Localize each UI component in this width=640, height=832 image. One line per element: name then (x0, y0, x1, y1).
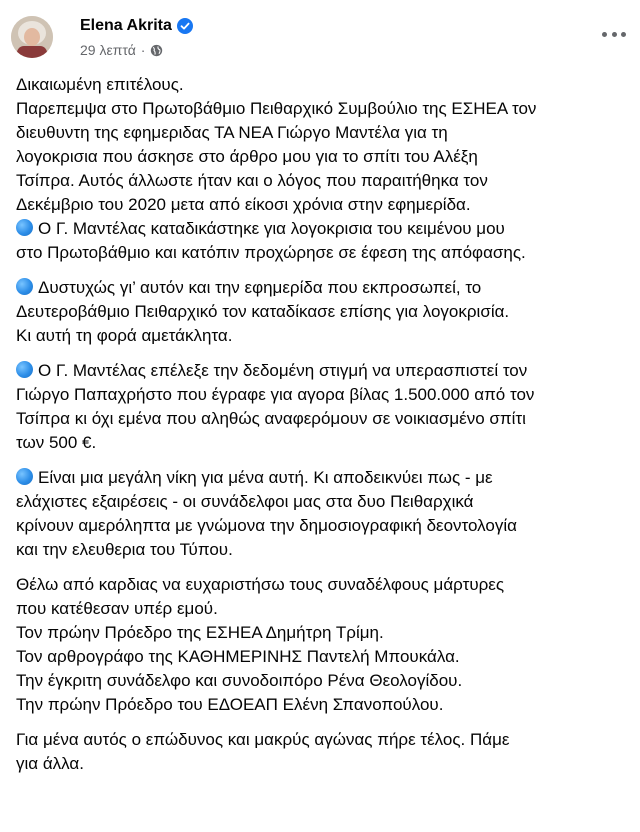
text-line: Δευτεροβάθμιο Πειθαρχικό τον καταδίκασε επίσης για λογοκρισία. (16, 302, 510, 321)
text-line: των 500 €. (16, 433, 97, 452)
paragraph-6 (16, 728, 630, 776)
text-line: λογοκρισια που άσκησε στο άρθρο μου για το σπίτι του Αλέξη (16, 147, 478, 166)
text-line: Την έγκριτη συνάδελφο και συνοδοιπόρο Ρένα Θεολογίδου. (16, 671, 463, 690)
more-options-icon[interactable] (602, 27, 626, 41)
text-line: ελάχιστες εξαιρέσεις - οι συνάδελφοι μας στα δυο Πειθαρχικά (16, 492, 474, 511)
paragraph-5 (16, 573, 630, 717)
text-line: Γιώργο Παπαχρήστο που έγραφε για αγορα βίλας 1.500.000 από τον (16, 385, 535, 404)
text-line: κρίνουν αμερόληπτα με γνώμονα την δημοσιογραφική δεοντολογία (16, 516, 517, 535)
author-name[interactable]: Elena Akrita (80, 17, 172, 34)
bullet-line (16, 217, 630, 241)
text-line: Την πρώην Πρόεδρο του ΕΔΟΕΑΠ Ελένη Σπανοπούλου. (16, 695, 444, 714)
bullet-line (16, 466, 630, 490)
verified-badge-icon (177, 18, 193, 34)
avatar-image (11, 16, 53, 58)
post-header (0, 0, 640, 70)
text-line: Για μένα αυτός ο επώδυνος και μακρύς αγώνας πήρε τέλος. Πάμε (16, 730, 510, 749)
text-line: για άλλα. (16, 754, 84, 773)
text-line: διευθυντη της εφημεριδας ΤΑ ΝΕΑ Γιώργο Μαντέλα για τη (16, 123, 448, 142)
avatar[interactable] (11, 16, 53, 58)
text-line: Δυστυχώς γι’ αυτόν και την εφημερίδα που εκπροσωπεί, το (38, 278, 482, 297)
paragraph-1 (16, 73, 630, 265)
text-line: που κατέθεσαν υπέρ εμού. (16, 599, 218, 618)
blue-circle-icon (16, 361, 33, 378)
text-line: Δικαιωμένη επιτέλους. (16, 75, 184, 94)
text-line: Παρεπεμψα στο Πρωτοβάθμιο Πειθαρχικό Συμβούλιο της ΕΣΗΕΑ τον (16, 99, 537, 118)
blue-circle-icon (16, 468, 33, 485)
text-line: Τσίπρα. Αυτός άλλωστε ήταν και ο λόγος που παραιτήθηκα τον (16, 171, 488, 190)
author-row (80, 14, 193, 38)
meta-separator: · (140, 42, 146, 58)
bullet-line (16, 359, 630, 383)
text-line: Τον αρθρογράφο της ΚΑΘΗΜΕΡΙΝΗΣ Παντελή Μπουκάλα. (16, 647, 460, 666)
blue-circle-icon (16, 278, 33, 295)
post-meta (80, 40, 163, 60)
text-line: Είναι μια μεγάλη νίκη για μένα αυτή. Κι αποδεικνύει πως - με (38, 468, 493, 487)
blue-circle-icon (16, 219, 33, 236)
text-line: Ο Γ. Μαντέλας επέλεξε την δεδομένη στιγμή να υπερασπιστεί τον (38, 361, 528, 380)
text-line: Ο Γ. Μαντέλας καταδικάστηκε για λογοκρισια του κειμένου μου (38, 219, 505, 238)
text-line: Κι αυτή τη φορά αμετάκλητα. (16, 326, 233, 345)
paragraph-3 (16, 359, 630, 455)
post-timestamp[interactable]: 29 λεπτά (80, 42, 136, 58)
text-line: Θέλω από καρδιας να ευχαριστήσω τους συναδέλφους μάρτυρες (16, 575, 505, 594)
globe-icon[interactable] (150, 44, 163, 57)
text-line: και την ελευθερια του Τύπου. (16, 540, 233, 559)
paragraph-4 (16, 466, 630, 562)
text-line: Τον πρώην Πρόεδρο της ΕΣΗΕΑ Δημήτρη Τρίμη. (16, 623, 384, 642)
bullet-line (16, 276, 630, 300)
text-line: Τσίπρα κι όχι εμένα που αληθώς αναφερόμουν σε νοικιασμένο σπίτι (16, 409, 526, 428)
post-body (16, 73, 630, 776)
text-line: Δεκέμβριο του 2020 μετα από είκοσι χρόνια στην εφημερίδα. (16, 195, 471, 214)
paragraph-2 (16, 276, 630, 348)
text-line: στο Πρωτοβάθμιο και κατόπιν προχώρησε σε έφεση της απόφασης. (16, 243, 526, 262)
